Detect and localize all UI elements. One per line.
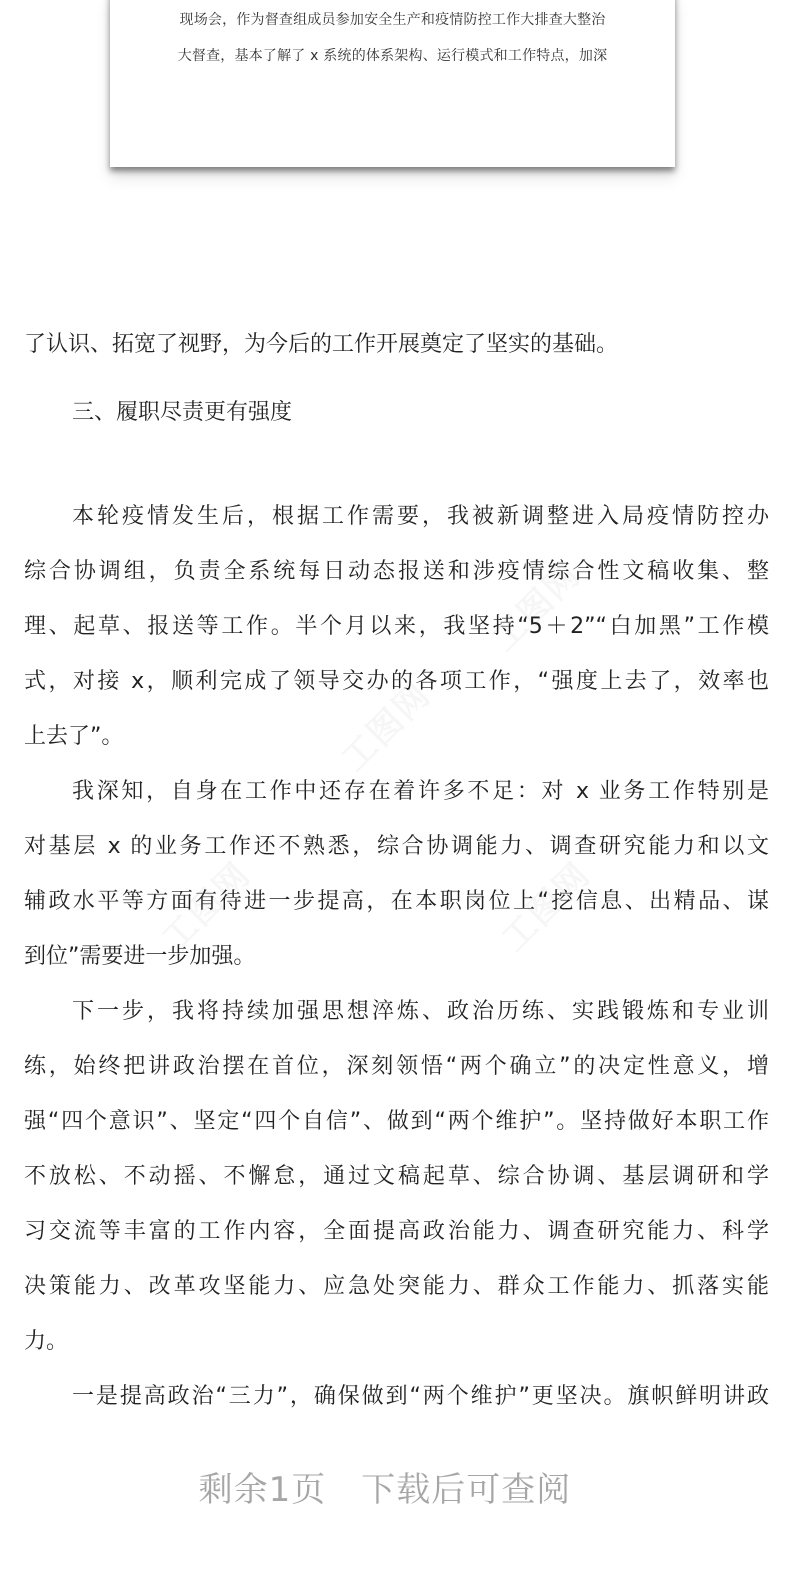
body-text-line: 我深知，自身在工作中还存在着许多不足：对 x 业务工作特别是	[72, 779, 769, 804]
body-text-line: 本轮疫情发生后，根据工作需要，我被新调整进入局疫情防控办	[72, 504, 769, 529]
body-text-line: 下一步，我将持续加强思想淬炼、政治历练、实践锻炼和专业训	[72, 999, 769, 1024]
watermark: 工图网	[154, 854, 259, 960]
body-text-line: 对基层 x 的业务工作还不熟悉，综合协调能力、调查研究能力和以文	[24, 834, 769, 859]
body-text-line: 上去了”。	[24, 724, 124, 749]
body-text-line: 强“四个意识”、坚定“四个自信”、做到“两个维护”。坚持做好本职工作	[24, 1109, 769, 1134]
watermark: 工图网	[334, 674, 439, 780]
preview-line: 现场会，作为督查组成员参加安全生产和疫情防控工作大排查大整治	[179, 12, 606, 28]
body-text-line: 辅政水平等方面有待进一步提高，在本职岗位上“挖信息、出精品、谋	[24, 889, 769, 914]
preview-line: 大督查，基本了解了 x 系统的体系架构、运行模式和工作特点，加深	[177, 48, 608, 64]
body-text-line: 练，始终把讲政治摆在首位，深刻领悟“两个确立”的决定性意义，增	[24, 1054, 769, 1079]
body-text-line: 到位”需要进一步加强。	[24, 944, 256, 969]
remaining-pages-notice[interactable]: 剩余1页 下载后可查阅	[198, 1470, 572, 1510]
document-preview-card	[110, 0, 675, 167]
body-text-line: 式，对接 x，顺利完成了领导交办的各项工作，“强度上去了，效率也	[24, 669, 769, 694]
body-text-line: 不放松、不动摇、不懈怠，通过文稿起草、综合协调、基层调研和学	[24, 1164, 769, 1189]
watermark: 工图网	[484, 554, 589, 660]
body-text-line: 决策能力、改革攻坚能力、应急处突能力、群众工作能力、抓落实能	[24, 1274, 769, 1299]
watermark: 工图网	[494, 854, 599, 960]
section-heading: 三、履职尽责更有强度	[72, 400, 293, 425]
body-text-line: 习交流等丰富的工作内容，全面提高政治能力、调查研究能力、科学	[24, 1219, 769, 1244]
body-text-line: 综合协调组，负责全系统每日动态报送和涉疫情综合性文稿收集、整	[24, 559, 769, 584]
body-text-line: 一是提高政治“三力”，确保做到“两个维护”更坚决。旗帜鲜明讲政	[72, 1384, 769, 1409]
body-text-line: 理、起草、报送等工作。半个月以来，我坚持“5＋2”“白加黑”工作模	[24, 614, 769, 639]
body-text-line: 了认识、拓宽了视野，为今后的工作开展奠定了坚实的基础。	[24, 332, 619, 357]
body-text-line: 力。	[24, 1329, 69, 1354]
